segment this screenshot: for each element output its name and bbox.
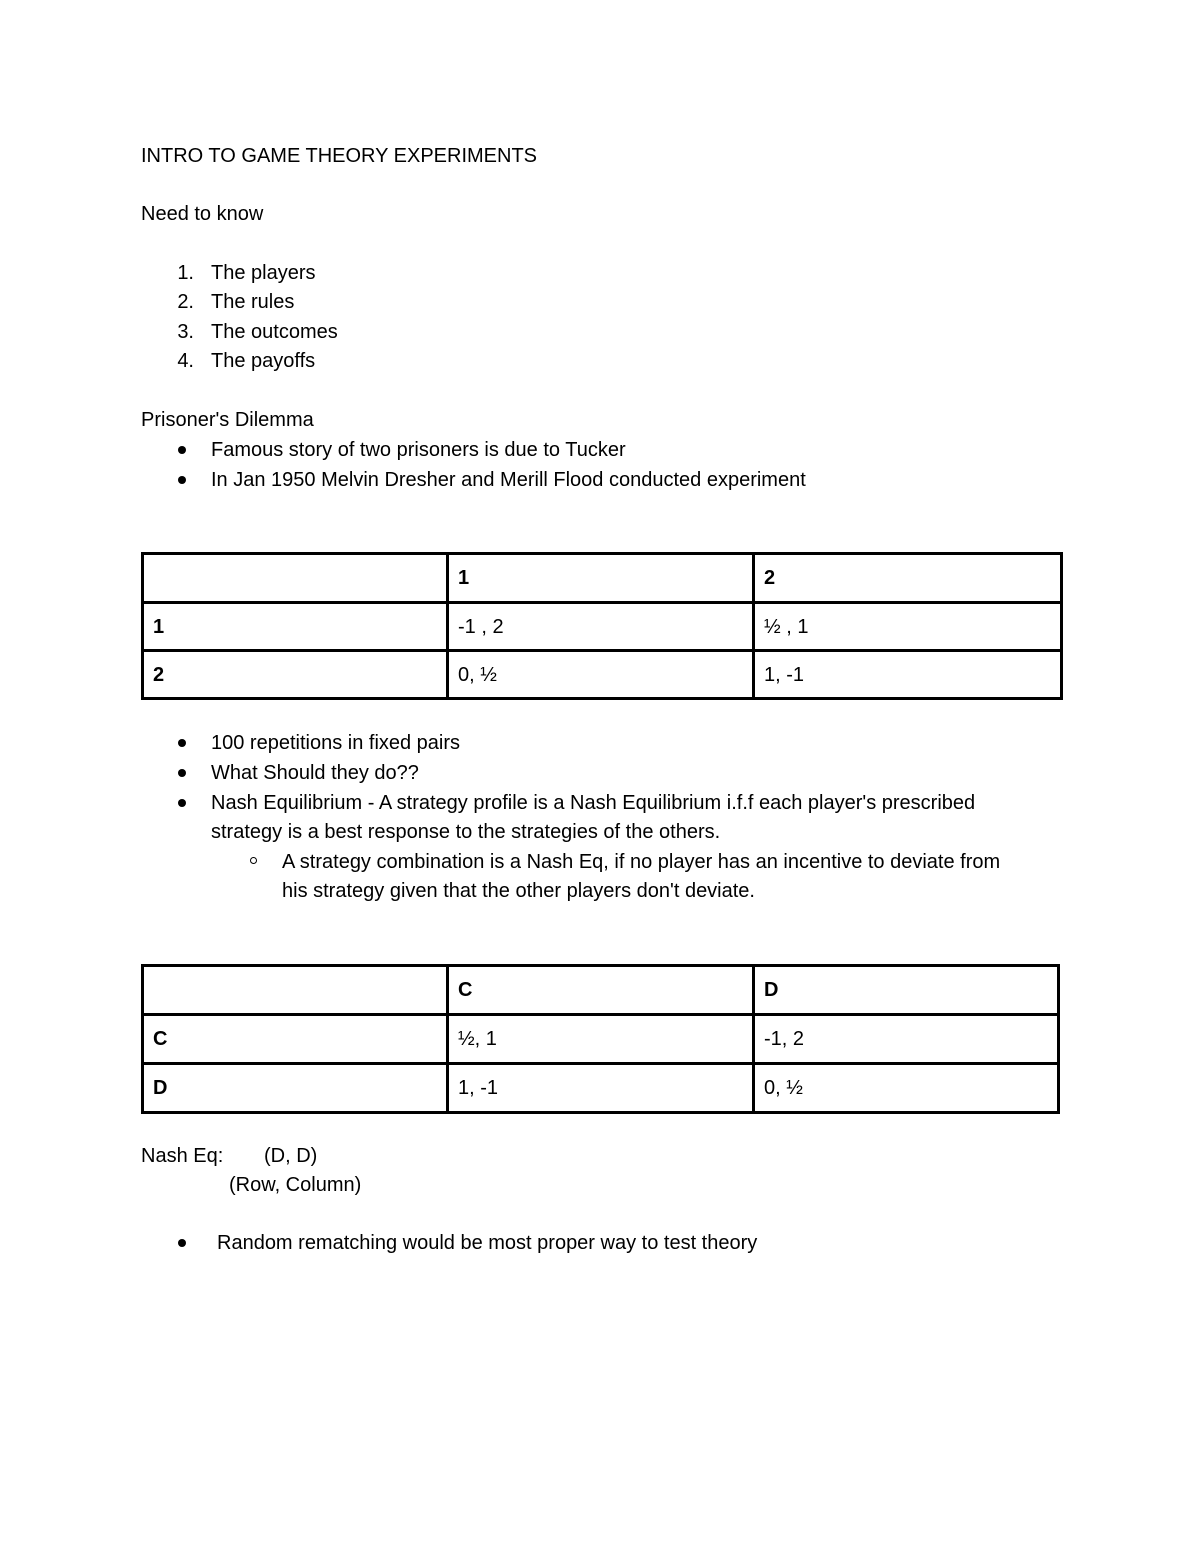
table-header-row <box>143 966 1059 1015</box>
nash-eq-label: Nash Eq: <box>141 1145 224 1167</box>
bullet-icon <box>178 476 186 484</box>
table-row <box>143 651 1062 699</box>
table-cell: D <box>754 966 1059 1015</box>
table-cell: C <box>143 1015 448 1064</box>
list-item-text: 100 repetitions in fixed pairs <box>211 732 461 754</box>
list-item-text: Random rematching would be most proper way to test theory <box>217 1232 758 1254</box>
table-cell: -1 , 2 <box>448 603 754 651</box>
table-cell: 2 <box>754 554 1062 603</box>
document-title: INTRO TO GAME THEORY EXPERIMENTS <box>141 145 538 167</box>
table-cell: 1, -1 <box>448 1064 754 1113</box>
table-cell: ½ , 1 <box>754 603 1062 651</box>
table-cell: 1 <box>448 554 754 603</box>
table-cell: 1 <box>143 603 448 651</box>
bullet-icon <box>178 446 186 454</box>
table-cell <box>143 966 448 1015</box>
bullet-icon <box>178 739 186 747</box>
bullet-icon <box>178 1239 186 1247</box>
table-row <box>143 1015 1059 1064</box>
table-cell: 0, ½ <box>754 1064 1059 1113</box>
list-marker: 4. <box>177 350 194 372</box>
sub-bullet-icon <box>250 857 257 864</box>
table-cell: 2 <box>143 651 448 699</box>
table-cell: 1, -1 <box>754 651 1062 699</box>
table-header-row <box>143 554 1062 603</box>
table-cell: 0, ½ <box>448 651 754 699</box>
list-item-text: The payoffs <box>211 350 316 372</box>
table-cell: D <box>143 1064 448 1113</box>
list-item-text: Famous story of two prisoners is due to Tucker <box>211 439 626 461</box>
bullet-icon <box>178 769 186 777</box>
table-cell: ½, 1 <box>448 1015 754 1064</box>
nash-eq-value: (D, D) <box>264 1145 318 1167</box>
list-item-text: The players <box>211 262 316 284</box>
list-item-text: A strategy combination is a Nash Eq, if no player has an incentive to deviate from <box>282 851 1001 873</box>
list-marker: 1. <box>177 262 194 284</box>
prisoners-dilemma-heading: Prisoner's Dilemma <box>141 409 314 431</box>
table-row <box>143 603 1062 651</box>
list-item-text-continued: strategy is a best response to the strategies of the others. <box>211 821 721 843</box>
table-row <box>143 1064 1059 1113</box>
table-cell <box>143 554 448 603</box>
list-item-text-continued: his strategy given that the other players don't deviate. <box>282 880 755 902</box>
table-cell: -1, 2 <box>754 1015 1059 1064</box>
list-item-text: The rules <box>211 291 295 313</box>
list-item-text: The outcomes <box>211 321 338 343</box>
list-item-text: Nash Equilibrium - A strategy profile is a Nash Equilibrium i.f.f each player's prescribed <box>211 792 976 814</box>
list-item-text: What Should they do?? <box>211 762 419 784</box>
payoff-table-2 <box>141 964 1060 1114</box>
need-to-know-heading: Need to know <box>141 203 264 225</box>
table-cell: C <box>448 966 754 1015</box>
bullet-icon <box>178 799 186 807</box>
payoff-table-1 <box>141 552 1063 700</box>
nash-eq-note: (Row, Column) <box>229 1174 362 1196</box>
list-item-text: In Jan 1950 Melvin Dresher and Merill Flood conducted experiment <box>211 469 806 491</box>
list-marker: 3. <box>177 321 194 343</box>
list-marker: 2. <box>177 291 194 313</box>
